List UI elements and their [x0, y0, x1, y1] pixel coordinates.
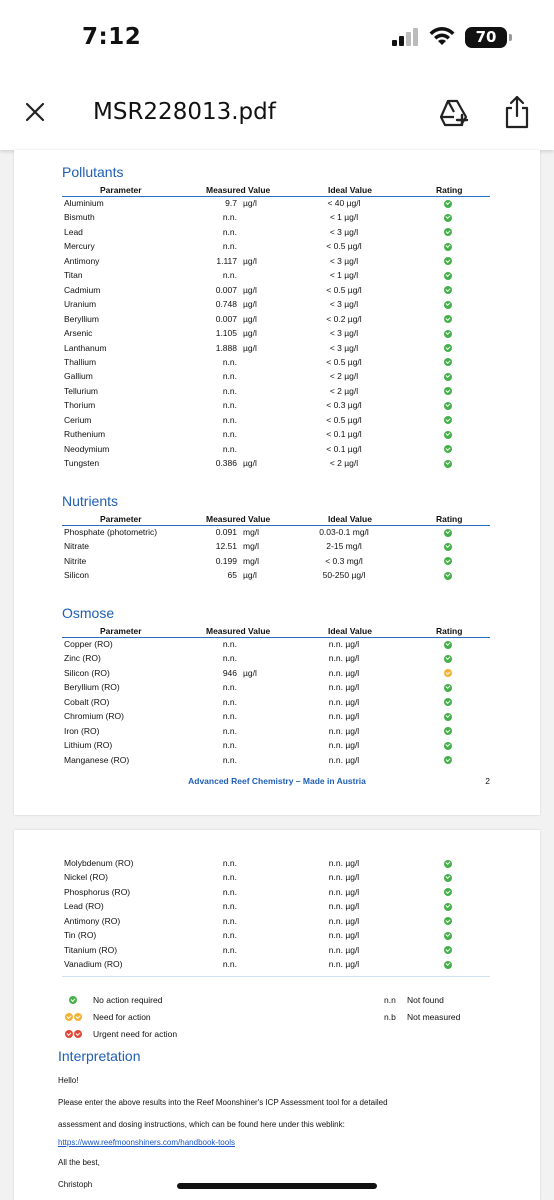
parameter-cell: Phosphate (photometric): [64, 527, 158, 537]
rating-ok-icon: [444, 860, 452, 868]
parameter-cell: Silicon (RO): [64, 667, 110, 678]
measured-unit-cell: µg/l: [243, 198, 257, 208]
ideal-value-cell: < 3 µg/l: [329, 328, 359, 339]
battery-indicator: 70: [465, 27, 507, 48]
status-time: 7:12: [82, 24, 142, 50]
measured-value-cell: 0.386: [215, 458, 237, 469]
measured-value-cell: n.n.: [222, 959, 237, 970]
rating-ok-icon: [444, 330, 452, 338]
parameter-cell: Thallium: [64, 356, 97, 367]
measured-value-cell: n.n.: [222, 653, 237, 664]
wifi-icon: [428, 25, 456, 47]
measured-value-cell: 65: [227, 570, 237, 581]
parameter-cell: Tungsten: [64, 458, 100, 469]
ideal-value-cell: < 0.3 mg/l: [325, 555, 363, 566]
parameter-cell: Silicon: [64, 570, 90, 581]
ideal-value-cell: n.n. µg/l: [328, 696, 360, 707]
parameter-cell: Gallium: [64, 371, 93, 382]
column-header-rating: Rating: [436, 185, 463, 195]
interpretation-text-line: Please enter the above results into the Reef Moonshiner's ICP Assessment tool for a detailed: [58, 1098, 388, 1107]
ideal-value-cell: n.n. µg/l: [328, 915, 360, 926]
measured-value-cell: n.n.: [222, 639, 237, 649]
legend-urgent-action: Urgent need for action: [93, 1029, 178, 1039]
rating-warn-icon: [65, 1013, 73, 1021]
measured-value-cell: n.n.: [222, 915, 237, 926]
ideal-value-cell: < 0.1 µg/l: [326, 443, 362, 454]
handbook-tools-link[interactable]: https://www.reefmoonshiners.com/handbook-tools: [58, 1138, 235, 1147]
measured-value-cell: n.n.: [222, 429, 237, 440]
ideal-value-cell: < 0.2 µg/l: [326, 313, 362, 324]
interpretation-signature: Christoph: [58, 1180, 93, 1189]
ideal-value-cell: < 0.3 µg/l: [326, 400, 362, 411]
parameter-cell: Phosphorus (RO): [64, 886, 131, 897]
measured-value-cell: n.n.: [222, 682, 237, 693]
ideal-value-cell: n.n. µg/l: [328, 667, 360, 678]
header-divider: [62, 196, 490, 197]
ideal-value-cell: < 1 µg/l: [329, 270, 359, 281]
parameter-cell: Tellurium: [64, 385, 99, 396]
ideal-value-cell: n.n. µg/l: [328, 944, 360, 955]
parameter-cell: Lithium (RO): [64, 740, 113, 751]
measured-value-cell: 12.51: [215, 541, 237, 552]
measured-value-cell: n.n.: [222, 858, 237, 868]
measured-value-cell: 0.007: [215, 284, 237, 295]
rating-ok-icon: [444, 698, 452, 706]
parameter-cell: Molybdenum (RO): [64, 858, 134, 868]
page-number: 2: [485, 776, 490, 786]
parameter-cell: Beryllium: [64, 313, 99, 324]
rating-ok-icon: [444, 946, 452, 954]
ideal-value-cell: 50-250 µg/l: [322, 570, 366, 581]
parameter-cell: Ruthenium: [64, 429, 106, 440]
section-title: Nutrients: [62, 493, 119, 509]
parameter-cell: Tin (RO): [64, 930, 97, 941]
measured-value-cell: 0.748: [215, 299, 237, 310]
rating-ok-icon: [444, 272, 452, 280]
rating-ok-icon: [444, 917, 452, 925]
rating-ok-icon: [444, 257, 452, 265]
parameter-cell: Chromium (RO): [64, 711, 124, 722]
legend-nn-code: n.n: [384, 995, 396, 1005]
share-icon[interactable]: [502, 94, 532, 130]
rating-ok-icon: [444, 445, 452, 453]
rating-ok-icon: [444, 684, 452, 692]
legend-no-action: No action required: [93, 995, 163, 1005]
parameter-cell: Cobalt (RO): [64, 696, 110, 707]
measured-unit-cell: µg/l: [243, 570, 257, 581]
parameter-cell: Cadmium: [64, 284, 101, 295]
pdf-page: [14, 830, 540, 1200]
rating-ok-icon: [444, 358, 452, 366]
column-header-ideal: Ideal Value: [328, 514, 372, 524]
ideal-value-cell: < 0.5 µg/l: [326, 414, 362, 425]
pdf-page: [14, 150, 540, 815]
ideal-value-cell: n.n. µg/l: [328, 754, 360, 765]
rating-ok-icon: [444, 431, 452, 439]
document-title: MSR228013.pdf: [93, 99, 276, 125]
measured-value-cell: 946: [222, 667, 237, 678]
measured-value-cell: n.n.: [222, 226, 237, 237]
rating-ok-icon: [444, 572, 452, 580]
measured-unit-cell: µg/l: [243, 299, 257, 310]
column-header-parameter: Parameter: [100, 626, 142, 636]
measured-unit-cell: mg/l: [243, 527, 260, 537]
measured-value-cell: 0.007: [215, 313, 237, 324]
ideal-value-cell: < 0.5 µg/l: [326, 284, 362, 295]
measured-value-cell: n.n.: [222, 872, 237, 883]
measured-value-cell: n.n.: [222, 886, 237, 897]
measured-value-cell: n.n.: [222, 696, 237, 707]
column-header-rating: Rating: [436, 626, 463, 636]
ideal-value-cell: < 1 µg/l: [329, 212, 359, 223]
measured-value-cell: n.n.: [222, 754, 237, 765]
parameter-cell: Iron (RO): [64, 725, 100, 736]
ideal-value-cell: 0.03-0.1 mg/l: [319, 527, 369, 537]
ideal-value-cell: < 3 µg/l: [329, 255, 359, 266]
rating-ok-icon: [444, 460, 452, 468]
rating-ok-icon: [444, 932, 452, 940]
parameter-cell: Lead: [64, 226, 83, 237]
rating-ok-icon: [444, 301, 452, 309]
add-to-drive-icon[interactable]: [437, 95, 471, 129]
status-bar: [0, 0, 554, 75]
measured-unit-cell: µg/l: [243, 328, 257, 339]
rating-ok-icon: [444, 315, 452, 323]
column-header-ideal: Ideal Value: [328, 626, 372, 636]
rating-ok-icon: [444, 961, 452, 969]
interpretation-heading: Interpretation: [58, 1048, 141, 1064]
parameter-cell: Zinc (RO): [64, 653, 101, 664]
parameter-cell: Arsenic: [64, 328, 93, 339]
section-title: Osmose: [62, 605, 115, 621]
rating-ok-icon: [444, 903, 452, 911]
measured-value-cell: 1.888: [215, 342, 237, 353]
legend-nn-label: Not found: [407, 995, 444, 1005]
parameter-cell: Copper (RO): [64, 639, 113, 649]
rating-ok-icon: [444, 243, 452, 251]
cellular-signal-icon: [392, 28, 422, 46]
rating-ok-icon: [444, 373, 452, 381]
ideal-value-cell: n.n. µg/l: [328, 725, 360, 736]
measured-value-cell: 0.091: [215, 527, 237, 537]
measured-value-cell: n.n.: [222, 901, 237, 912]
measured-unit-cell: µg/l: [243, 458, 257, 469]
measured-value-cell: n.n.: [222, 371, 237, 382]
page-footer: Advanced Reef Chemistry – Made in Austria: [188, 776, 366, 786]
close-icon[interactable]: [20, 97, 50, 127]
home-indicator[interactable]: [177, 1183, 377, 1189]
parameter-cell: Aluminium: [64, 198, 104, 208]
rating-ok-icon: [444, 756, 452, 764]
measured-value-cell: 0.199: [215, 555, 237, 566]
parameter-cell: Antimony (RO): [64, 915, 121, 926]
ideal-value-cell: n.n. µg/l: [328, 872, 360, 883]
ideal-value-cell: < 0.5 µg/l: [326, 241, 362, 252]
measured-unit-cell: µg/l: [243, 284, 257, 295]
legend-nb-label: Not measured: [407, 1012, 461, 1022]
rating-ok-icon: [444, 214, 452, 222]
measured-value-cell: n.n.: [222, 944, 237, 955]
measured-value-cell: n.n.: [222, 385, 237, 396]
parameter-cell: Nickel (RO): [64, 872, 108, 883]
ideal-value-cell: < 3 µg/l: [329, 299, 359, 310]
rating-ok-icon: [444, 641, 452, 649]
parameter-cell: Manganese (RO): [64, 754, 130, 765]
measured-value-cell: n.n.: [222, 414, 237, 425]
parameter-cell: Uranium: [64, 299, 97, 310]
rating-ok-icon: [444, 742, 452, 750]
measured-value-cell: 1.117: [216, 255, 237, 266]
rating-ok-icon: [444, 655, 452, 663]
rating-ok-icon: [444, 557, 452, 565]
ideal-value-cell: n.n. µg/l: [328, 858, 360, 868]
rating-ok-icon: [444, 286, 452, 294]
rating-ok-icon: [69, 996, 77, 1004]
ideal-value-cell: n.n. µg/l: [328, 886, 360, 897]
parameter-cell: Lead (RO): [64, 901, 104, 912]
rating-ok-icon: [444, 727, 452, 735]
parameter-cell: Nitrite: [64, 555, 87, 566]
parameter-cell: Titan: [64, 270, 83, 281]
measured-unit-cell: µg/l: [243, 667, 257, 678]
measured-value-cell: n.n.: [222, 725, 237, 736]
ideal-value-cell: n.n. µg/l: [328, 959, 360, 970]
interpretation-greeting: Hello!: [58, 1076, 79, 1085]
ideal-value-cell: n.n. µg/l: [328, 740, 360, 751]
rating-ok-icon: [444, 713, 452, 721]
ideal-value-cell: < 3 µg/l: [329, 342, 359, 353]
ideal-value-cell: < 3 µg/l: [329, 226, 359, 237]
rating-warn-icon: [444, 669, 452, 677]
column-header-measured: Measured Value: [206, 514, 271, 524]
parameter-cell: Neodymium: [64, 443, 110, 454]
column-header-rating: Rating: [436, 514, 463, 524]
ideal-value-cell: n.n. µg/l: [328, 901, 360, 912]
rating-ok-icon: [444, 416, 452, 424]
measured-value-cell: n.n.: [222, 740, 237, 751]
measured-value-cell: n.n.: [222, 711, 237, 722]
column-header-measured: Measured Value: [206, 626, 271, 636]
ideal-value-cell: < 2 µg/l: [329, 371, 359, 382]
measured-value-cell: n.n.: [222, 270, 237, 281]
ideal-value-cell: < 2 µg/l: [329, 458, 359, 469]
ideal-value-cell: n.n. µg/l: [328, 711, 360, 722]
interpretation-closing: All the best,: [58, 1158, 100, 1167]
legend-need-action: Need for action: [93, 1012, 151, 1022]
ideal-value-cell: < 0.1 µg/l: [326, 429, 362, 440]
legend-nb-code: n.b: [384, 1012, 396, 1022]
parameter-cell: Nitrate: [64, 541, 90, 552]
parameter-cell: Antimony: [64, 255, 100, 266]
rating-ok-icon: [444, 529, 452, 537]
measured-value-cell: n.n.: [222, 400, 237, 411]
rating-urgent-icon: [74, 1030, 82, 1038]
rating-ok-icon: [444, 543, 452, 551]
ideal-value-cell: n.n. µg/l: [328, 930, 360, 941]
ideal-value-cell: < 40 µg/l: [327, 198, 361, 208]
parameter-cell: Beryllium (RO): [64, 682, 120, 693]
measured-value-cell: n.n.: [222, 356, 237, 367]
rating-ok-icon: [444, 874, 452, 882]
interpretation-text-line: assessment and dosing instructions, which can be found here under this weblink:: [58, 1120, 345, 1129]
parameter-cell: Cerium: [64, 414, 92, 425]
table-bottom-divider: [62, 976, 490, 977]
rating-ok-icon: [444, 402, 452, 410]
rating-ok-icon: [444, 200, 452, 208]
header-divider: [62, 525, 490, 526]
measured-value-cell: n.n.: [222, 443, 237, 454]
parameter-cell: Titanium (RO): [64, 944, 118, 955]
measured-value-cell: n.n.: [222, 241, 237, 252]
measured-unit-cell: µg/l: [243, 255, 257, 266]
measured-value-cell: n.n.: [222, 212, 237, 223]
rating-ok-icon: [444, 344, 452, 352]
parameter-cell: Bismuth: [64, 212, 95, 223]
rating-ok-icon: [444, 888, 452, 896]
measured-value-cell: 9.7: [225, 198, 237, 208]
parameter-cell: Thorium: [64, 400, 96, 411]
measured-unit-cell: µg/l: [243, 342, 257, 353]
parameter-cell: Mercury: [64, 241, 95, 252]
measured-unit-cell: µg/l: [243, 313, 257, 324]
measured-unit-cell: mg/l: [243, 541, 260, 552]
ideal-value-cell: < 0.5 µg/l: [326, 356, 362, 367]
parameter-cell: Lanthanum: [64, 342, 107, 353]
column-header-parameter: Parameter: [100, 514, 142, 524]
ideal-value-cell: n.n. µg/l: [328, 682, 360, 693]
viewer-toolbar: [0, 75, 554, 150]
rating-urgent-icon: [65, 1030, 73, 1038]
header-divider: [62, 637, 490, 638]
ideal-value-cell: 2-15 mg/l: [326, 541, 362, 552]
ideal-value-cell: n.n. µg/l: [328, 653, 360, 664]
ideal-value-cell: < 2 µg/l: [329, 385, 359, 396]
measured-unit-cell: mg/l: [243, 555, 260, 566]
rating-ok-icon: [444, 228, 452, 236]
column-header-ideal: Ideal Value: [328, 185, 372, 195]
section-title: Pollutants: [62, 164, 124, 180]
measured-value-cell: n.n.: [222, 930, 237, 941]
measured-value-cell: 1.105: [215, 328, 237, 339]
column-header-measured: Measured Value: [206, 185, 271, 195]
rating-ok-icon: [444, 387, 452, 395]
parameter-cell: Vanadium (RO): [64, 959, 123, 970]
rating-warn-icon: [74, 1013, 82, 1021]
ideal-value-cell: n.n. µg/l: [328, 639, 360, 649]
column-header-parameter: Parameter: [100, 185, 142, 195]
